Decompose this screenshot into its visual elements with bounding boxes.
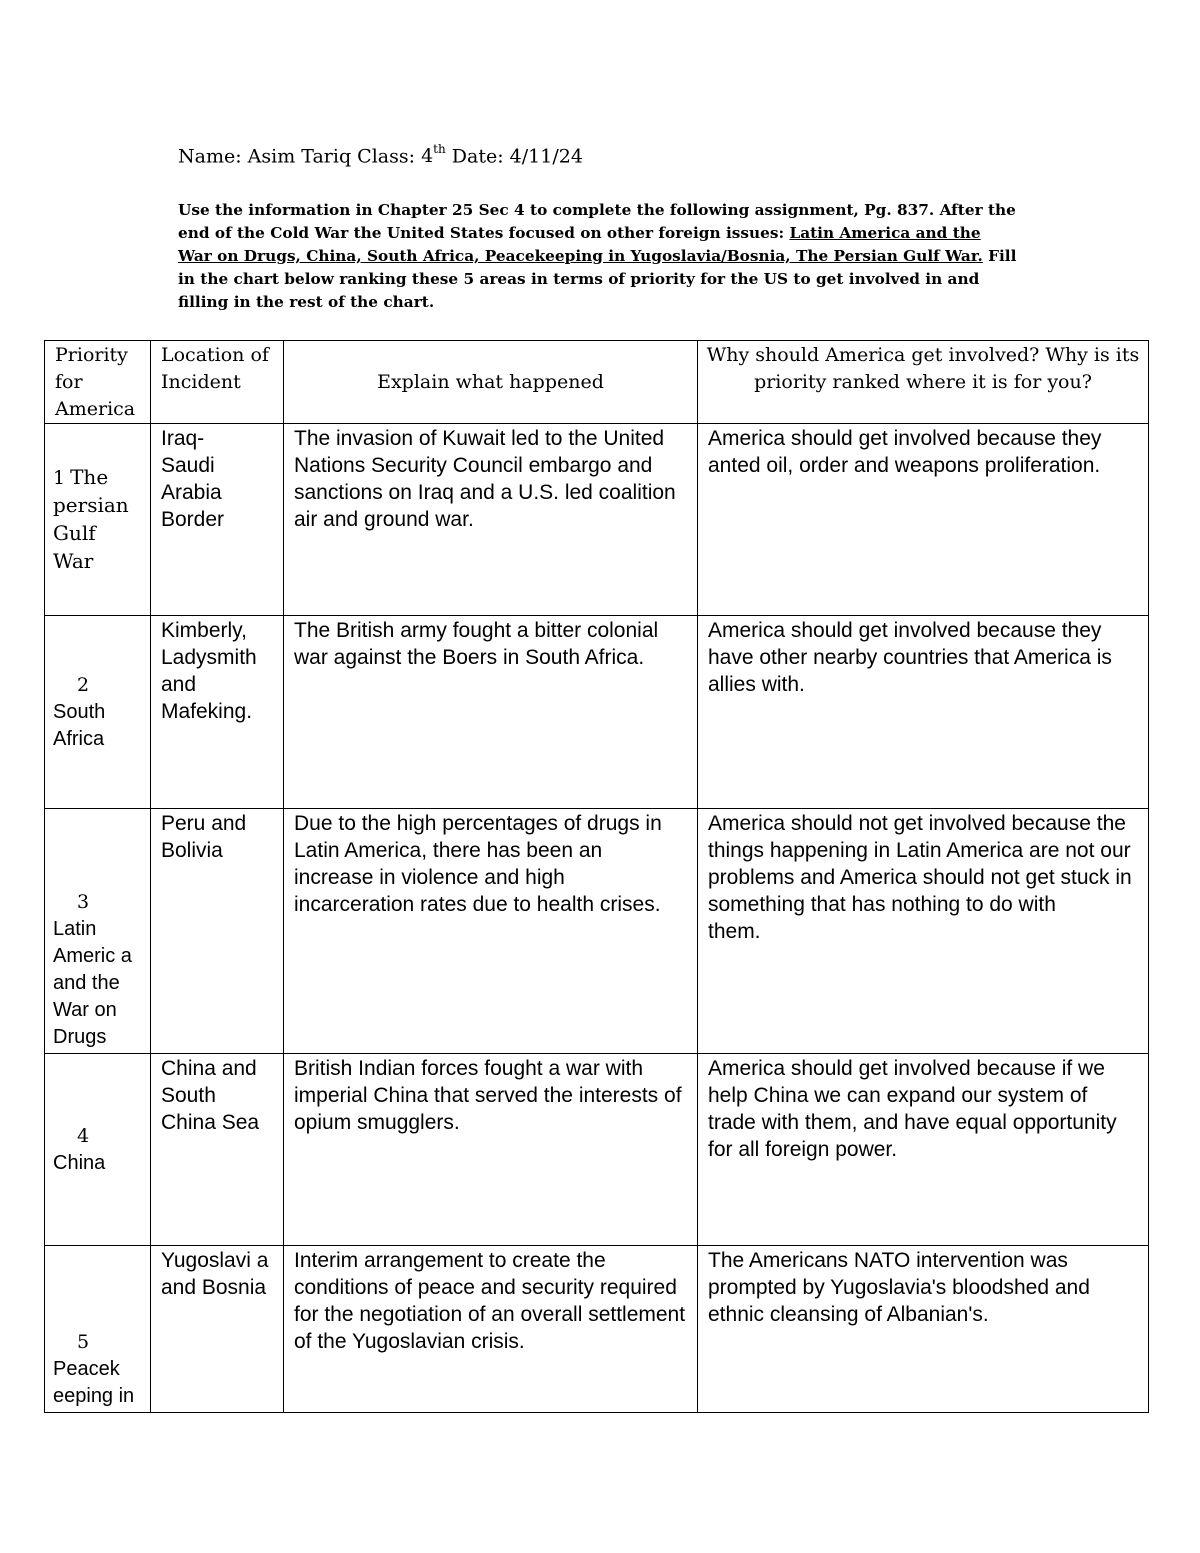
instructions-topics: Latin America and the War on Drugs, China, South Africa, Peacekeeping in Yugoslavia/Bosnia, The Persian Gulf War. [178, 224, 983, 265]
header-location: Location of Incident [151, 341, 284, 424]
rank-number: 4 [77, 1124, 90, 1147]
why-cell: America should get involved because they anted oil, order and weapons proliferation. [698, 424, 1149, 616]
header-why: Why should America get involved? Why is its priority ranked where it is for you? [698, 341, 1149, 424]
explain-cell: Interim arrangement to create the conditions of peace and security required for the negotiation of an overall settlement of the Yugoslavian crisis. [284, 1246, 698, 1413]
name-label: Name: [178, 145, 242, 168]
rank-number: 2 [77, 673, 90, 696]
class-value [421, 142, 446, 168]
table-row [45, 1246, 1149, 1413]
class-number: 4 [421, 145, 434, 168]
why-cell: America should not get involved because the things happening in Latin America are not our problems and America should not get stuck in something that has nothing to do with them. [698, 809, 1149, 1054]
priority-cell [45, 809, 151, 1054]
priority-text: China [53, 1151, 106, 1174]
header-explain: Explain what happened [284, 341, 698, 424]
priority-cell [45, 1246, 151, 1413]
priority-text: The persian Gulf War [53, 464, 129, 573]
priority-text: Peacek eeping in [53, 1358, 135, 1407]
class-suffix: th [433, 142, 446, 156]
date-value: 4/11/24 [509, 145, 583, 168]
date-label: Date: [451, 145, 504, 168]
chart-header-row [45, 341, 1149, 424]
table-row [45, 809, 1149, 1054]
location-cell: China and South China Sea [151, 1054, 284, 1246]
instructions-intro: Use the information in Chapter 25 Sec 4 to complete the following assignment, Pg. 837. After the end of the Cold War the United States focused on other foreign issues: [178, 201, 1016, 242]
header-priority: Priority for America [45, 341, 151, 424]
explain-cell: The British army fought a bitter colonial war against the Boers in South Africa. [284, 616, 698, 809]
why-cell: America should get involved because if we help China we can expand our system of trade with them, and have equal opportunity for all foreign power. [698, 1054, 1149, 1246]
explain-cell: The invasion of Kuwait led to the United Nations Security Council embargo and sanctions on Iraq and a U.S. led coalition air and ground war. [284, 424, 698, 616]
rank-number: 5 [77, 1331, 90, 1353]
priority-text: Latin Americ a and the War on Drugs [53, 918, 132, 1048]
priority-cell [45, 616, 151, 809]
priority-text: South Africa [53, 700, 106, 750]
student-header [178, 144, 583, 167]
location-cell: Kimberly, Ladysmith and Mafeking. [151, 616, 284, 809]
explain-cell: Due to the high percentages of drugs in Latin America, there has been an increase in violence and high incarceration rates due to health crises. [284, 809, 698, 1054]
class-label: Class: [357, 145, 416, 168]
table-row [45, 616, 1149, 809]
priority-cell [45, 424, 151, 616]
rank-number: 1 [53, 466, 66, 489]
table-row [45, 424, 1149, 616]
location-cell: Yugoslavi a and Bosnia [151, 1246, 284, 1413]
location-cell: Iraq- Saudi Arabia Border [151, 424, 284, 616]
instructions-outro: Fill in the chart below ranking these 5 areas in terms of priority for the US to get involved in and filling in the rest of the chart. [178, 247, 1017, 311]
assignment-instructions [178, 199, 1018, 314]
explain-cell: British Indian forces fought a war with imperial China that served the interests of opium smugglers. [284, 1054, 698, 1246]
priority-cell [45, 1054, 151, 1246]
table-row [45, 1054, 1149, 1246]
rank-number: 3 [77, 891, 90, 913]
why-cell: The Americans NATO intervention was prompted by Yugoslavia's bloodshed and ethnic cleansing of Albanian's. [698, 1246, 1149, 1413]
why-cell: America should get involved because they have other nearby countries that America is allies with. [698, 616, 1149, 809]
priority-chart [44, 340, 1149, 1413]
name-value: Asim Tariq [247, 145, 352, 168]
location-cell: Peru and Bolivia [151, 809, 284, 1054]
